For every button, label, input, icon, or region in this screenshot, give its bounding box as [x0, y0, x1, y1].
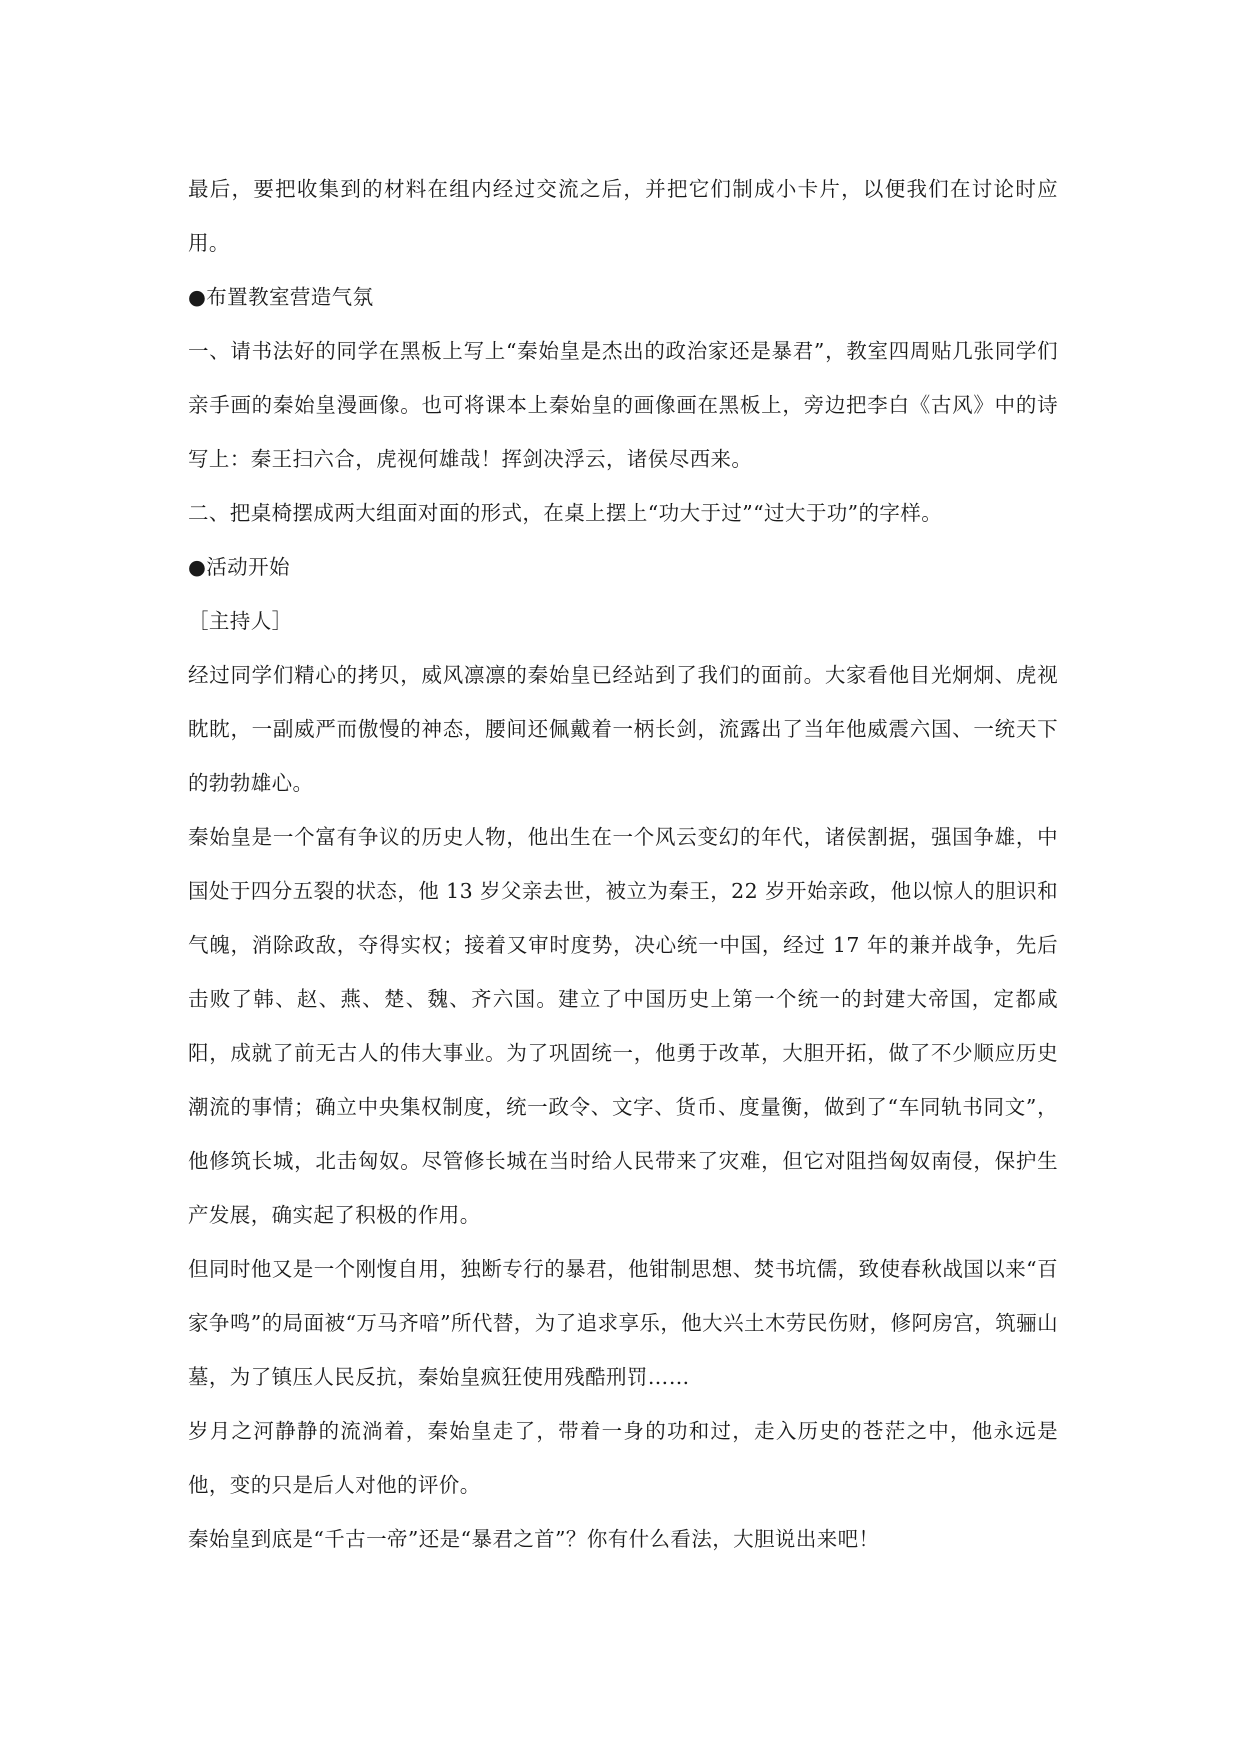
section-heading-classroom-setup: ●布置教室营造气氛 — [188, 285, 374, 309]
document-page — [188, 162, 1058, 1566]
paragraph-host-intro: 经过同学们精心的拷贝，威风凛凛的秦始皇已经站到了我们的面前。大家看他目光炯炯、虎视眈眈，一副威严而傲慢的神态，腰间还佩戴着一柄长剑，流露出了当年他威震六国、一统天下的勃勃雄心。 — [188, 663, 1058, 795]
paragraph-materials-cards: 最后，要把收集到的材料在组内经过交流之后，并把它们制成小卡片，以便我们在讨论时应用。 — [188, 177, 1058, 255]
paragraph-discussion-question: 秦始皇到底是“千古一帝”还是“暴君之首”？你有什么看法，大胆说出来吧！ — [188, 1527, 880, 1551]
section-heading-activity-start: ●活动开始 — [188, 555, 290, 579]
paragraph-river-of-time: 岁月之河静静的流淌着，秦始皇走了，带着一身的功和过，走入历史的苍茫之中，他永远是他，变的只是后人对他的评价。 — [188, 1419, 1058, 1497]
paragraph-blackboard-calligraphy: 一、请书法好的同学在黑板上写上“秦始皇是杰出的政治家还是暴君”，教室四周贴几张同学们亲手画的秦始皇漫画像。也可将课本上秦始皇的画像画在黑板上，旁边把李白《古风》中的诗写上：秦王扫六合，虎视何雄哉！挥剑决浮云，诸侯尽西来。 — [188, 339, 1058, 471]
paragraph-qin-tyranny: 但同时他又是一个刚愎自用，独断专行的暴君，他钳制思想、焚书坑儒，致使春秋战国以来“百家争鸣”的局面被“万马齐喑”所代替，为了追求享乐，他大兴土木劳民伤财，修阿房宫，筑骊山墓，为了镇压人民反抗，秦始皇疯狂使用残酷刑罚…… — [188, 1257, 1058, 1389]
paragraph-qin-achievements: 秦始皇是一个富有争议的历史人物，他出生在一个风云变幻的年代，诸侯割据，强国争雄，中国处于四分五裂的状态，他 13 岁父亲去世，被立为秦王，22 岁开始亲政，他以惊人的胆识和气魄，消除政敌，夺得实权；接着又审时度势，决心统一中国，经过 17 年的兼并战争，先后击败了韩、赵、燕、楚、魏、齐六国。建立了中国历史上第一个统一的封建大帝国，定都咸阳，成就了前无古人的伟大事业。为了巩固统一，他勇于改革，大胆开拓，做了不少顺应历史潮流的事情；确立中央集权制度，统一政令、文字、货币、度量衡，做到了“车同轨书同文”，他修筑长城，北击匈奴。尽管修长城在当时给人民带来了灾难，但它对阻挡匈奴南侵，保护生产发展，确实起了积极的作用。 — [188, 825, 1058, 1227]
paragraph-desk-arrangement: 二、把桌椅摆成两大组面对面的形式，在桌上摆上“功大于过”“过大于功”的字样。 — [188, 501, 943, 525]
host-label: ［主持人］ — [188, 609, 293, 633]
